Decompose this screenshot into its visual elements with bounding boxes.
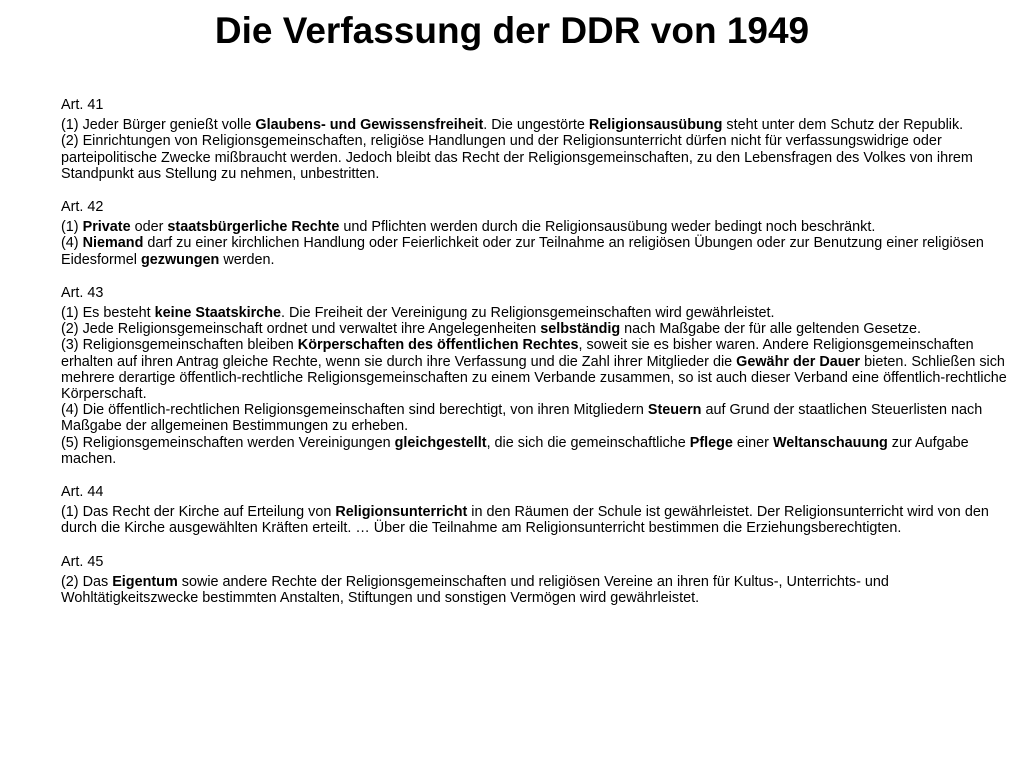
emphasized-term: Private bbox=[82, 219, 131, 236]
article-heading: Art. 43 bbox=[61, 284, 104, 301]
article-body bbox=[61, 305, 1011, 467]
emphasized-term: Glaubens- und Gewissensfreiheit bbox=[255, 117, 484, 134]
emphasized-term: keine Staatskirche bbox=[154, 305, 281, 322]
emphasized-term: selbständig bbox=[540, 321, 621, 338]
paragraph-text: (1) Jeder Bürger genießt volle bbox=[61, 117, 256, 134]
article-section bbox=[61, 199, 1011, 268]
paragraph-text: (1) Das Recht der Kirche auf Erteilung von bbox=[61, 504, 336, 521]
article-heading: Art. 45 bbox=[61, 553, 104, 570]
article-paragraph bbox=[61, 219, 1011, 235]
paragraph-text: werden. bbox=[219, 251, 275, 268]
paragraph-text: (2) Einrichtungen von Religionsgemeinschaften, religiöse Handlungen und der Religionsunterricht dürfen nicht für verfassungswidrige oder parteipolitische Zwecke mißbraucht werden. Jedoch bleibt das Recht der Religionsgemeinschaften, zu den Lebensfragen des Volkes von ihrem Standpunkt aus Stellung zu nehmen, unbestritten. bbox=[61, 133, 973, 182]
emphasized-term: Pflege bbox=[689, 434, 733, 451]
article-heading: Art. 44 bbox=[61, 484, 104, 501]
paragraph-text: (3) Religionsgemeinschaften bleiben bbox=[61, 337, 298, 354]
emphasized-term: staatsbürgerliche Rechte bbox=[167, 219, 340, 236]
article-paragraph bbox=[61, 574, 1011, 606]
emphasized-term: Gewähr der Dauer bbox=[736, 353, 861, 370]
paragraph-text: sowie andere Rechte der Religionsgemeinschaften und religiösen Vereine an ihren für Kultus-, Unterrichts- und Wohltätigkeitszwecke bestimmten Anstalten, Stiftungen und sonstigen Vermögen wird gewährleistet. bbox=[61, 573, 889, 607]
article-section bbox=[61, 554, 1011, 607]
emphasized-term: Niemand bbox=[82, 235, 144, 252]
article-heading: Art. 41 bbox=[61, 97, 104, 113]
article-paragraph bbox=[61, 235, 1011, 267]
paragraph-text: , soweit sie es bisher waren. Andere Religionsgemeinschaften erhalten auf ihren Antrag gleiche Rechte, wenn sie durch ihre Verfassung und die Zahl ihrer Mitglieder die bbox=[61, 337, 974, 370]
article-body bbox=[61, 219, 1011, 268]
article-paragraph bbox=[61, 305, 1011, 321]
paragraph-text: , die sich die gemeinschaftliche bbox=[486, 434, 690, 451]
page-title: Die Verfassung der DDR von 1949 bbox=[214, 10, 810, 51]
emphasized-term: Religionsunterricht bbox=[335, 504, 468, 521]
paragraph-text: steht unter dem Schutz der Republik. bbox=[722, 117, 964, 134]
emphasized-term: Religionsausübung bbox=[588, 117, 723, 134]
emphasized-term: Steuern bbox=[647, 402, 702, 419]
article-body bbox=[61, 504, 1011, 536]
paragraph-text: (4) bbox=[61, 235, 83, 252]
paragraph-text: oder bbox=[130, 219, 168, 236]
paragraph-text: und Pflichten werden durch die Religionsausübung weder bedingt noch beschränkt. bbox=[339, 219, 876, 236]
paragraph-text: darf zu einer kirchlichen Handlung oder Feierlichkeit oder zur Teilnahme an religiösen Übungen oder zur Benutzung einer religiösen Eidesformel bbox=[61, 235, 984, 268]
paragraph-text: in den Räumen der Schule ist gewährleistet. Der Religionsunterricht wird von den durch die Kirche ausgewählten Kräften erteilt. … Über die Teilnahme am Religionsunterricht bestimmen die Erziehungsberechtigten. bbox=[61, 504, 989, 537]
article-body bbox=[61, 117, 1011, 182]
article-paragraph bbox=[61, 337, 1011, 402]
emphasized-term: gezwungen bbox=[140, 251, 220, 268]
article-section bbox=[61, 484, 1011, 537]
article-body bbox=[61, 574, 1011, 606]
paragraph-text: (1) Es besteht bbox=[61, 305, 155, 322]
emphasized-term: Körperschaften des öffentlichen Rechtes bbox=[297, 337, 579, 354]
article-heading: Art. 42 bbox=[61, 199, 104, 216]
paragraph-text: (1) bbox=[61, 219, 83, 236]
paragraph-text: auf Grund der staatlichen Steuerlisten nach Maßgabe der allgemeinen Bestimmungen zu erheben. bbox=[61, 402, 983, 435]
paragraph-text: bieten. Schließen sich mehrere derartige öffentlich-rechtliche Religionsgemeinschaften zu einem Verbande zusammen, so ist auch dieser Verband eine öffentlich-rechtliche Körperschaft. bbox=[61, 353, 1007, 403]
article-section bbox=[61, 97, 1011, 182]
paragraph-text: (4) Die öffentlich-rechtlichen Religionsgemeinschaften sind berechtigt, von ihren Mitgliedern bbox=[61, 402, 648, 419]
paragraph-text: zur Aufgabe machen. bbox=[61, 434, 969, 467]
article-section bbox=[61, 285, 1011, 467]
paragraph-text: (2) Das bbox=[61, 573, 113, 590]
article-paragraph bbox=[61, 402, 1011, 434]
article-paragraph bbox=[61, 321, 1011, 337]
paragraph-text: . Die Freiheit der Vereinigung zu Religionsgemeinschaften wird gewährleistet. bbox=[280, 305, 775, 322]
article-paragraph bbox=[61, 504, 1011, 536]
paragraph-text: . Die ungestörte bbox=[483, 117, 589, 134]
paragraph-text: einer bbox=[732, 434, 773, 451]
paragraph-text: (5) Religionsgemeinschaften werden Vereinigungen bbox=[61, 434, 395, 451]
emphasized-term: gleichgestellt bbox=[394, 434, 487, 451]
emphasized-term: Weltanschauung bbox=[772, 434, 888, 451]
emphasized-term: Eigentum bbox=[112, 573, 178, 590]
articles-list bbox=[61, 97, 1011, 623]
article-paragraph bbox=[61, 435, 1011, 467]
paragraph-text: nach Maßgabe der für alle geltenden Gesetze. bbox=[620, 321, 921, 338]
article-paragraph bbox=[61, 133, 1011, 182]
paragraph-text: (2) Jede Religionsgemeinschaft ordnet und verwaltet ihre Angelegenheiten bbox=[61, 321, 541, 338]
article-paragraph bbox=[61, 117, 1011, 133]
